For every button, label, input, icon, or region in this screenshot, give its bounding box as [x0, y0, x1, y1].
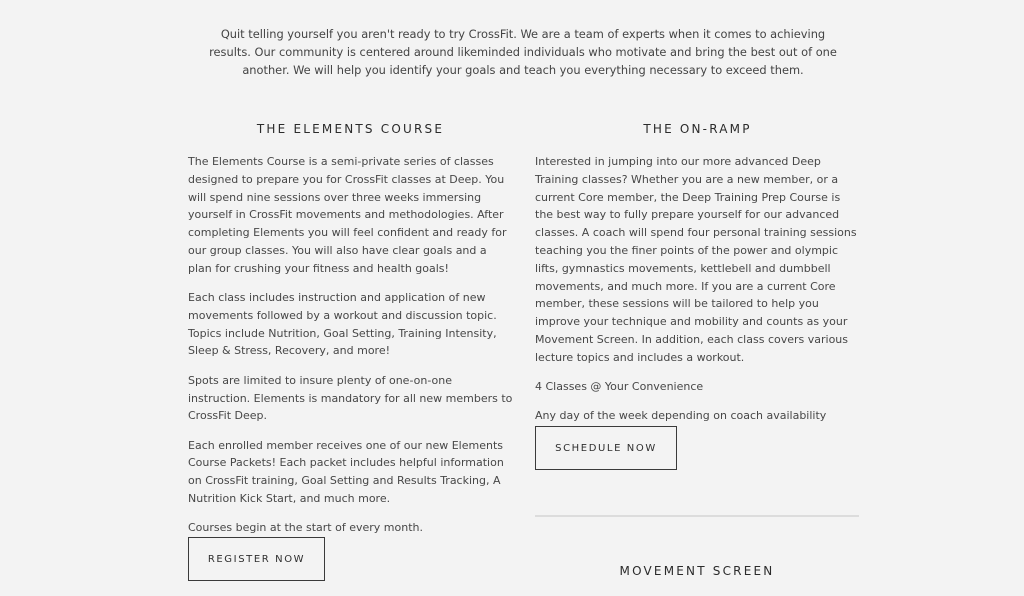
movement-screen-heading: MOVEMENT SCREEN	[619, 564, 775, 578]
elements-course-paragraph: Each enrolled member receives one of our new Elements Course Packets! Each packet includes helpful information on CrossFit training, Goal Setting and Results Tracking, A Nutrition Kick Start, and much more.	[188, 438, 504, 506]
on-ramp-heading: THE ON-RAMP	[643, 122, 752, 136]
elements-course-paragraph: Each class includes instruction and application of new movements followed by a workout and discussion topic. Topics include Nutrition, Goal Setting, Training Intensity, Sleep & Stress, Recovery, and more!	[188, 291, 497, 358]
on-ramp-availability-info: Any day of the week depending on coach availability	[535, 409, 827, 423]
section-divider	[535, 515, 859, 517]
schedule-now-button[interactable]: SCHEDULE NOW	[535, 426, 677, 470]
register-now-button[interactable]: REGISTER NOW	[188, 537, 325, 581]
elements-course-paragraph: Courses begin at the start of every month.	[188, 521, 423, 535]
elements-course-paragraph: The Elements Course is a semi-private series of classes designed to prepare you for CrossFit classes at Deep. You will spend nine sessions over three weeks immersing yourself in CrossFit movements and methodologies. After completing Elements you will feel confident and ready for our group classes. You will also have clear goals and a plan for crushing your fitness and health goals!	[188, 155, 507, 275]
elements-course-paragraph: Spots are limited to insure plenty of one-on-one instruction. Elements is mandatory for all new members to CrossFit Deep.	[188, 373, 513, 423]
on-ramp-section	[535, 120, 860, 437]
elements-course-section	[188, 120, 513, 549]
intro-text: Quit telling yourself you aren't ready to try CrossFit. We are a team of experts when it comes to achieving results. Our community is centered around likeminded individuals who motivate and bring the best out of one another. We will help you identify your goals and teach you everything necessary to exceed them.	[209, 27, 837, 77]
on-ramp-paragraph: Interested in jumping into our more advanced Deep Training classes? Whether you are a new member, or a current Core member, the Deep Training Prep Course is the best way to fully prepare yourself for our advanced classes. A coach will spend four personal training sessions teaching you the finer points of the power and olympic lifts, gymnastics movements, kettlebell and dumbbell movements, and much more. If you are a current Core member, these sessions will be tailored to help you improve your technique and mobility and counts as your Movement Screen. In addition, each class covers various lecture topics and includes a workout.	[535, 155, 857, 364]
elements-course-heading: THE ELEMENTS COURSE	[256, 122, 445, 136]
on-ramp-classes-info: 4 Classes @ Your Convenience	[535, 380, 704, 394]
